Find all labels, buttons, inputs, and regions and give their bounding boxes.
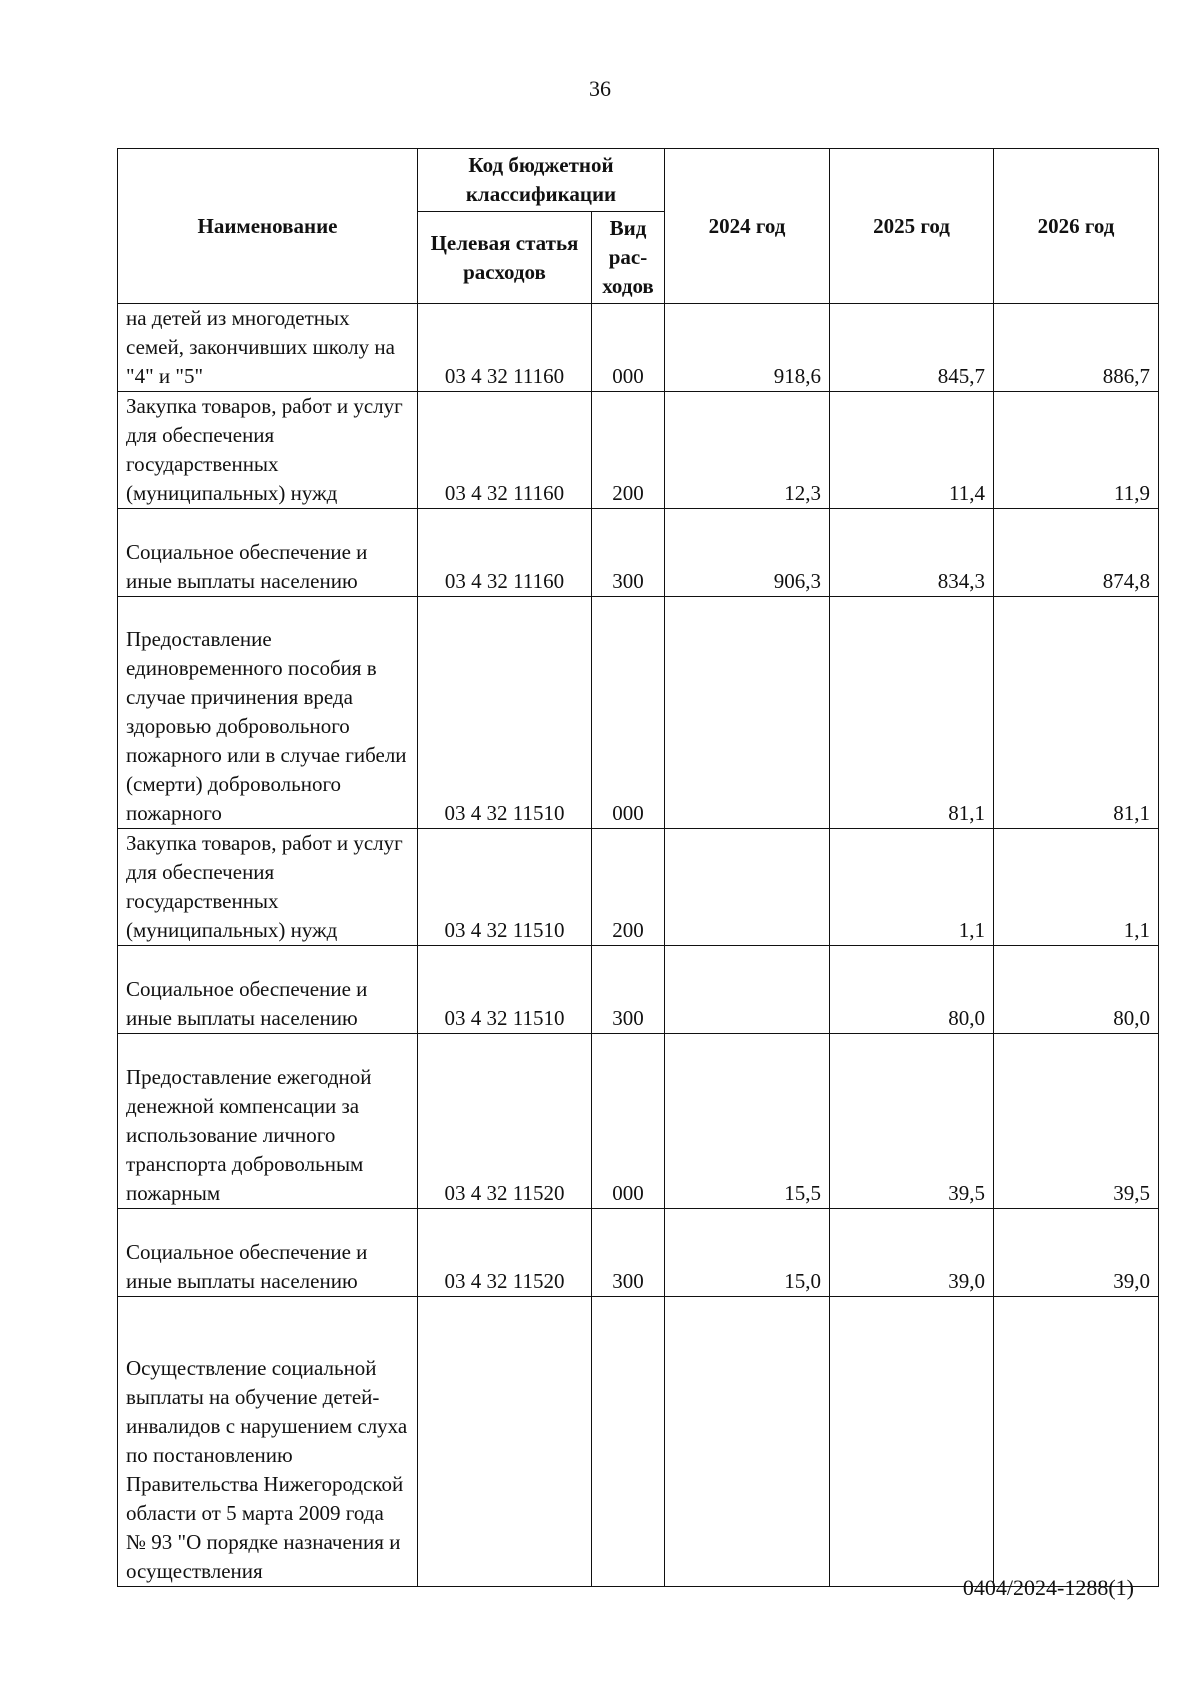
row-target-article: 03 4 32 11520 xyxy=(418,1209,592,1297)
row-value-2024: 12,3 xyxy=(665,392,830,509)
row-value-2024: 15,5 xyxy=(665,1034,830,1209)
row-value-2025: 39,0 xyxy=(830,1209,994,1297)
header-target-article: Целевая статья расходов xyxy=(418,212,592,304)
header-expense-kind: Вид рас- ходов xyxy=(592,212,665,304)
budget-table xyxy=(117,148,1159,1587)
row-value-2026: 80,0 xyxy=(994,946,1159,1034)
row-target-article: 03 4 32 11510 xyxy=(418,829,592,946)
table-row xyxy=(118,829,1159,946)
row-name: Предоставление единовременного пособия в случае причинения вреда здоровью добровольного пожарного или в случае гибели (смерти) добровольного пожарного xyxy=(118,597,418,829)
table-row xyxy=(118,304,1159,392)
row-name: Закупка товаров, работ и услуг для обеспечения государственных (муниципальных) нужд xyxy=(118,392,418,509)
row-name: Закупка товаров, работ и услуг для обеспечения государственных (муниципальных) нужд xyxy=(118,829,418,946)
row-name: Предоставление ежегодной денежной компенсации за использование личного транспорта добровольным пожарным xyxy=(118,1034,418,1209)
row-value-2025 xyxy=(830,1297,994,1587)
row-target-article: 03 4 32 11160 xyxy=(418,304,592,392)
row-value-2024 xyxy=(665,829,830,946)
row-expense-kind: 000 xyxy=(592,304,665,392)
row-expense-kind: 300 xyxy=(592,509,665,597)
header-2026: 2026 год xyxy=(994,149,1159,304)
row-expense-kind: 200 xyxy=(592,392,665,509)
table-row xyxy=(118,597,1159,829)
table-row xyxy=(118,1297,1159,1587)
table-row xyxy=(118,392,1159,509)
header-code-group: Код бюджетной классификации xyxy=(418,149,665,212)
row-expense-kind: 300 xyxy=(592,1209,665,1297)
row-value-2026: 11,9 xyxy=(994,392,1159,509)
row-name: Осуществление социальной выплаты на обучение детей-инвалидов с нарушением слуха по постановлению Правительства Нижегородской области от 5 марта 2009 года № 93 "О порядке назначения и осуществления xyxy=(118,1297,418,1587)
row-value-2024: 906,3 xyxy=(665,509,830,597)
header-2024: 2024 год xyxy=(665,149,830,304)
header-2025: 2025 год xyxy=(830,149,994,304)
header-name: Наименование xyxy=(118,149,418,304)
row-value-2025: 1,1 xyxy=(830,829,994,946)
page-number: 36 xyxy=(589,76,611,101)
row-expense-kind: 000 xyxy=(592,597,665,829)
row-target-article: 03 4 32 11510 xyxy=(418,597,592,829)
row-value-2026: 39,0 xyxy=(994,1209,1159,1297)
row-value-2025: 845,7 xyxy=(830,304,994,392)
row-value-2025: 81,1 xyxy=(830,597,994,829)
row-value-2024: 918,6 xyxy=(665,304,830,392)
row-expense-kind: 200 xyxy=(592,829,665,946)
row-value-2026 xyxy=(994,1297,1159,1587)
row-expense-kind: 300 xyxy=(592,946,665,1034)
table-row xyxy=(118,1034,1159,1209)
row-value-2026: 1,1 xyxy=(994,829,1159,946)
row-value-2024 xyxy=(665,597,830,829)
row-name: Социальное обеспечение и иные выплаты населению xyxy=(118,509,418,597)
row-expense-kind xyxy=(592,1297,665,1587)
row-expense-kind: 000 xyxy=(592,1034,665,1209)
row-value-2026: 874,8 xyxy=(994,509,1159,597)
row-value-2024 xyxy=(665,1297,830,1587)
document-id: 0404/2024-1288(1) xyxy=(962,1575,1134,1600)
row-value-2025: 834,3 xyxy=(830,509,994,597)
row-target-article: 03 4 32 11510 xyxy=(418,946,592,1034)
row-value-2025: 80,0 xyxy=(830,946,994,1034)
row-value-2024 xyxy=(665,946,830,1034)
row-name: Социальное обеспечение и иные выплаты населению xyxy=(118,946,418,1034)
row-name: на детей из многодетных семей, закончивших школу на "4" и "5" xyxy=(118,304,418,392)
row-target-article: 03 4 32 11520 xyxy=(418,1034,592,1209)
table-row xyxy=(118,946,1159,1034)
row-target-article xyxy=(418,1297,592,1587)
row-target-article: 03 4 32 11160 xyxy=(418,509,592,597)
row-value-2026: 886,7 xyxy=(994,304,1159,392)
row-name: Социальное обеспечение и иные выплаты населению xyxy=(118,1209,418,1297)
row-target-article: 03 4 32 11160 xyxy=(418,392,592,509)
table-row xyxy=(118,1209,1159,1297)
row-value-2025: 11,4 xyxy=(830,392,994,509)
table-row xyxy=(118,509,1159,597)
row-value-2026: 81,1 xyxy=(994,597,1159,829)
row-value-2025: 39,5 xyxy=(830,1034,994,1209)
row-value-2026: 39,5 xyxy=(994,1034,1159,1209)
row-value-2024: 15,0 xyxy=(665,1209,830,1297)
